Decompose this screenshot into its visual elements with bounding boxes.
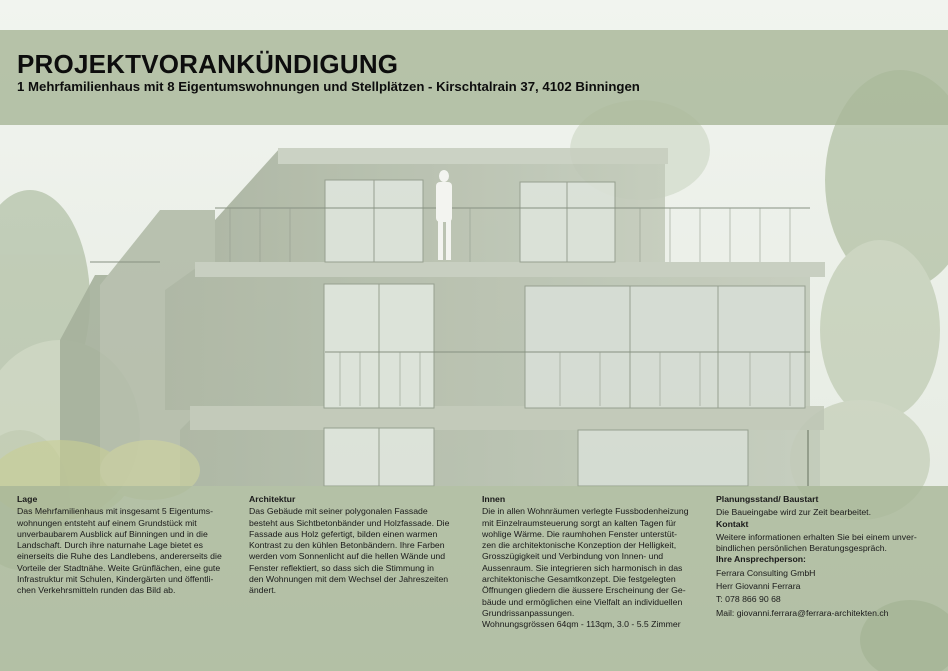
contact-person: Herr Giovanni Ferrara	[716, 581, 801, 592]
kontakt-heading: Kontakt	[716, 518, 749, 529]
section-architektur-text: Das Gebäude mit seiner polygonalen Fassade besteht aus Sichtbetonbänder und Holzfassade. Die Fassade aus Holz gefertigt, bilden einen warmen Kontrast zu den kühlen Betonbändern. Ihre Farben werden vom Sonnenlicht auf die hellen Wände und Fenster reflektiert, so dass sich die Stimmung in den Wohnungen mit dem Wechsel der Jahreszeiten ändert.	[249, 506, 450, 596]
section-lage-text: Das Mehrfamilienhaus mit insgesamt 5 Eigentums- wohnungen entsteht auf einem Grundstück mit unverbaubarem Ausblick auf Binningen und in die Landschaft. Durch ihre naturnahe Lage bietet es einerseits die Ruhe des Landlebens, andererseits die Vorteile der Stadtnähe. Weite Grünflächen, eine gute Infrastruktur mit Schulen, Kindergärten und öffentli- chen Verkehrsmitteln runden das Bild ab.	[17, 506, 222, 596]
section-planung-heading: Planungsstand/ Baustart	[716, 494, 819, 504]
page-subtitle: 1 Mehrfamilienhaus mit 8 Eigentumswohnungen und Stellplätzen - Kirschtalrain 37, 4102 Binningen	[17, 79, 640, 94]
company-name: Ferrara Consulting GmbH	[716, 567, 816, 578]
contact-email[interactable]: Mail: giovanni.ferrara@ferrara-architekten.ch	[716, 607, 889, 618]
section-architektur-heading: Architektur	[249, 494, 296, 504]
section-innen	[482, 494, 702, 631]
section-architektur	[249, 494, 469, 597]
kontakt-text-line2: bindlichen persönlichen Beratungsgespräch.	[716, 543, 887, 554]
page-title: PROJEKTVORANKÜNDIGUNG	[17, 49, 399, 79]
section-innen-text: Die in allen Wohnräumen verlegte Fussbodenheizung mit Einzelraumsteuerung sorgt an kalten Tagen für wohlige Wärme. Die raumhohen Fenster unterstüt- zen die architektonische Konzeption der Helligkeit, Grosszügigkeit und Verbindung von Innen- und Aussenraum. Sie integrieren sich harmonisch in das architektonische Gesamtkonzept. Die festgelegten Öffnungen gliedern die äussere Erscheinung der Ge- bäude und ermöglichen eine Vielfalt an individuellen Grundrissanpassungen. Wohnungsgrössen 64qm - 113qm, 3.0 - 5.5 Zimmer	[482, 506, 689, 630]
section-lage-heading: Lage	[17, 494, 38, 504]
section-lage	[17, 494, 237, 597]
kontakt-text-line1: Weitere informationen erhalten Sie bei einem unver-	[716, 531, 917, 542]
section-innen-heading: Innen	[482, 494, 506, 504]
contact-phone[interactable]: T: 078 866 90 68	[716, 594, 781, 605]
ansprechperson-heading: Ihre Ansprechperson:	[716, 554, 806, 565]
planung-status-text: Die Baueingabe wird zur Zeit bearbeitet.	[716, 507, 872, 518]
section-planung	[716, 494, 941, 619]
